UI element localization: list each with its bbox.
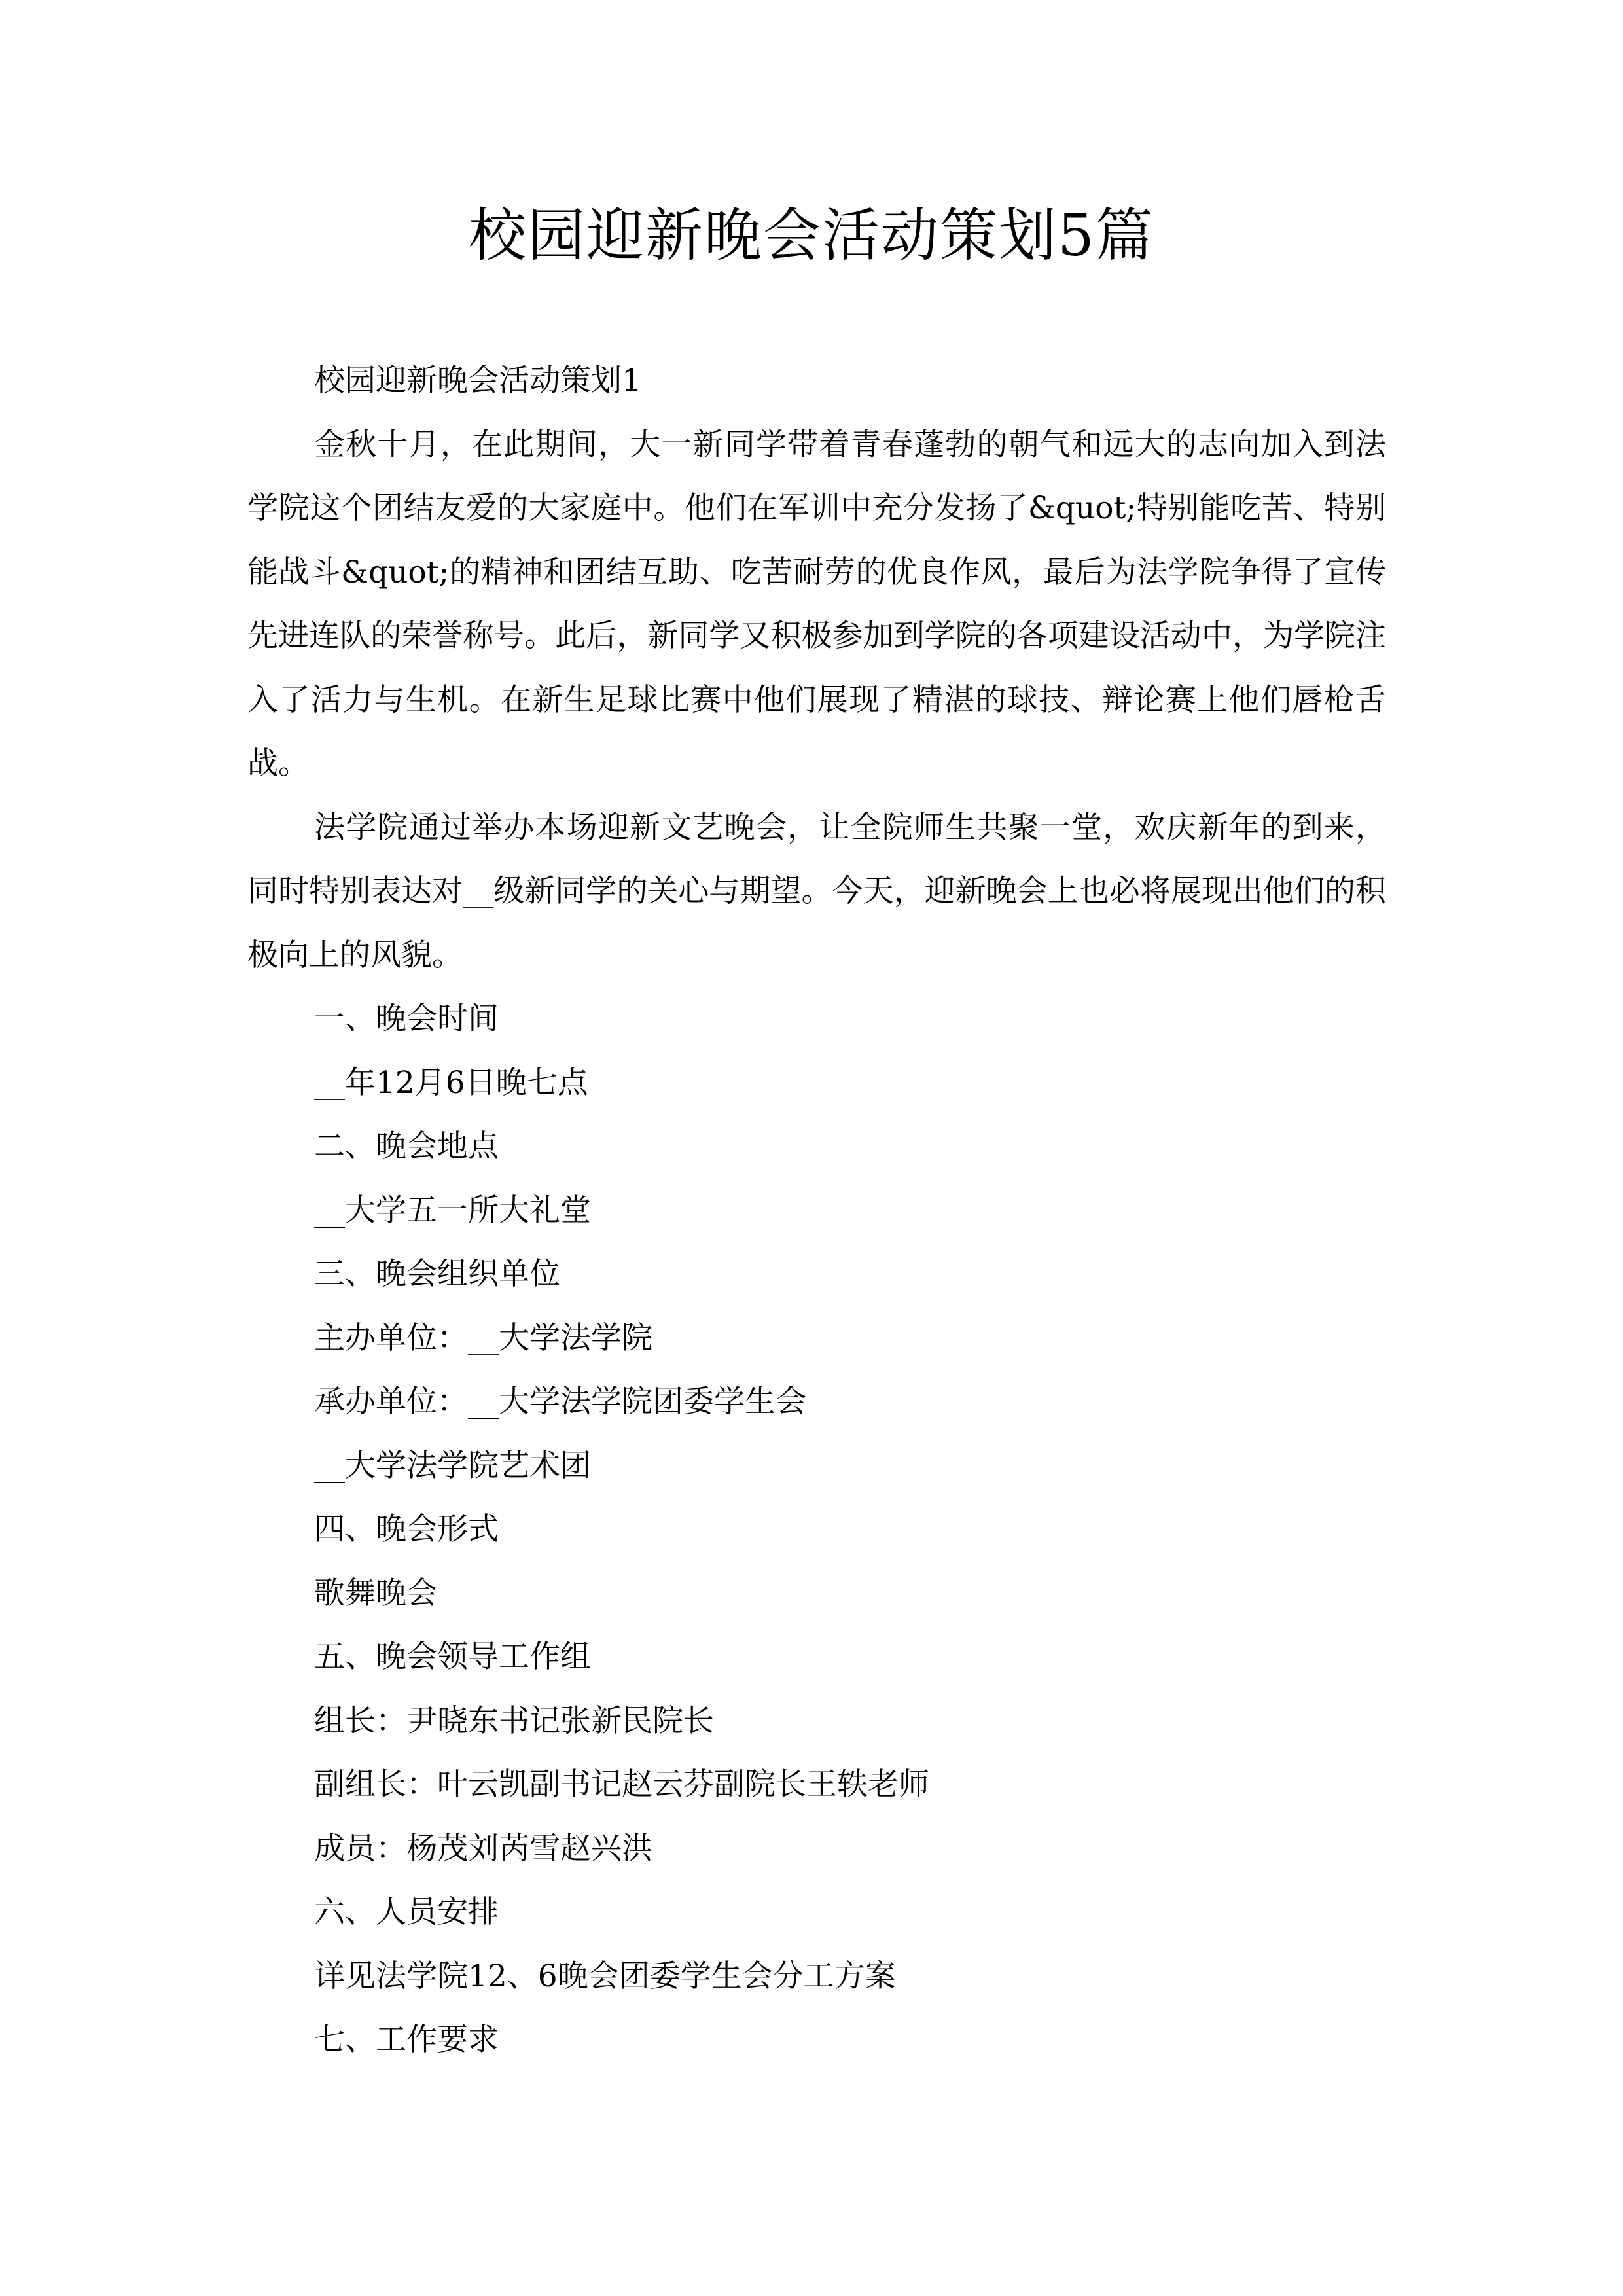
subsection-line: 主办单位：__大学法学院 (314, 1319, 652, 1356)
subsection-heading-format: 四、晚会形式 (314, 1511, 499, 1547)
subsection-line: 详见法学院12、6晚会团委学生会分工方案 (314, 1958, 896, 1994)
subsection-line: __大学五一所大礼堂 (314, 1192, 591, 1229)
body-paragraph: 法学院通过举办本场迎新文艺晚会，让全院师生共聚一堂，欢庆新年的到来，同时特别表达对__级新同学的关心与期望。今天，迎新晚会上也必将展现出他们的积极向上的风貌。 (247, 809, 1386, 973)
subsection-heading-leadership: 五、晚会领导工作组 (314, 1639, 591, 1675)
subsection-heading-location: 二、晚会地点 (314, 1128, 499, 1164)
subsection-line: 成员：杨茂刘芮雪赵兴洪 (314, 1830, 652, 1867)
body-paragraph: 金秋十月，在此期间，大一新同学带着青春蓬勃的朝气和远大的志向加入到法学院这个团结友爱的大家庭中。他们在军训中充分发扬了&quot;特别能吃苦、特别能战斗&quot;的精神和团结互助、吃苦耐劳的优良作风，最后为法学院争得了宣传先进连队的荣誉称号。此后，新同学又积极参加到学院的各项建设活动中，为学院注入了活力与生机。在新生足球比赛中他们展现了精湛的球技、辩论赛上他们唇枪舌战。 (247, 426, 1386, 781)
subsection-heading-organizers: 三、晚会组织单位 (314, 1256, 560, 1292)
subsection-heading-staffing: 六、人员安排 (314, 1894, 499, 1930)
section-heading: 校园迎新晚会活动策划1 (314, 363, 641, 399)
subsection-line: 歌舞晚会 (314, 1575, 437, 1611)
subsection-line: 组长：尹晓东书记张新民院长 (314, 1702, 714, 1739)
subsection-line: 承办单位：__大学法学院团委学生会 (314, 1384, 806, 1420)
subsection-line: __年12月6日晚七点 (314, 1064, 588, 1101)
document-title: 校园迎新晚会活动策划5篇 (469, 202, 1154, 269)
subsection-line: __大学法学院艺术团 (314, 1447, 591, 1484)
subsection-line: 副组长：叶云凯副书记赵云芬副院长王轶老师 (314, 1767, 929, 1803)
document-body (247, 349, 1386, 2072)
subsection-heading-time: 一、晚会时间 (314, 1001, 499, 1037)
subsection-heading-requirements: 七、工作要求 (314, 2022, 499, 2058)
